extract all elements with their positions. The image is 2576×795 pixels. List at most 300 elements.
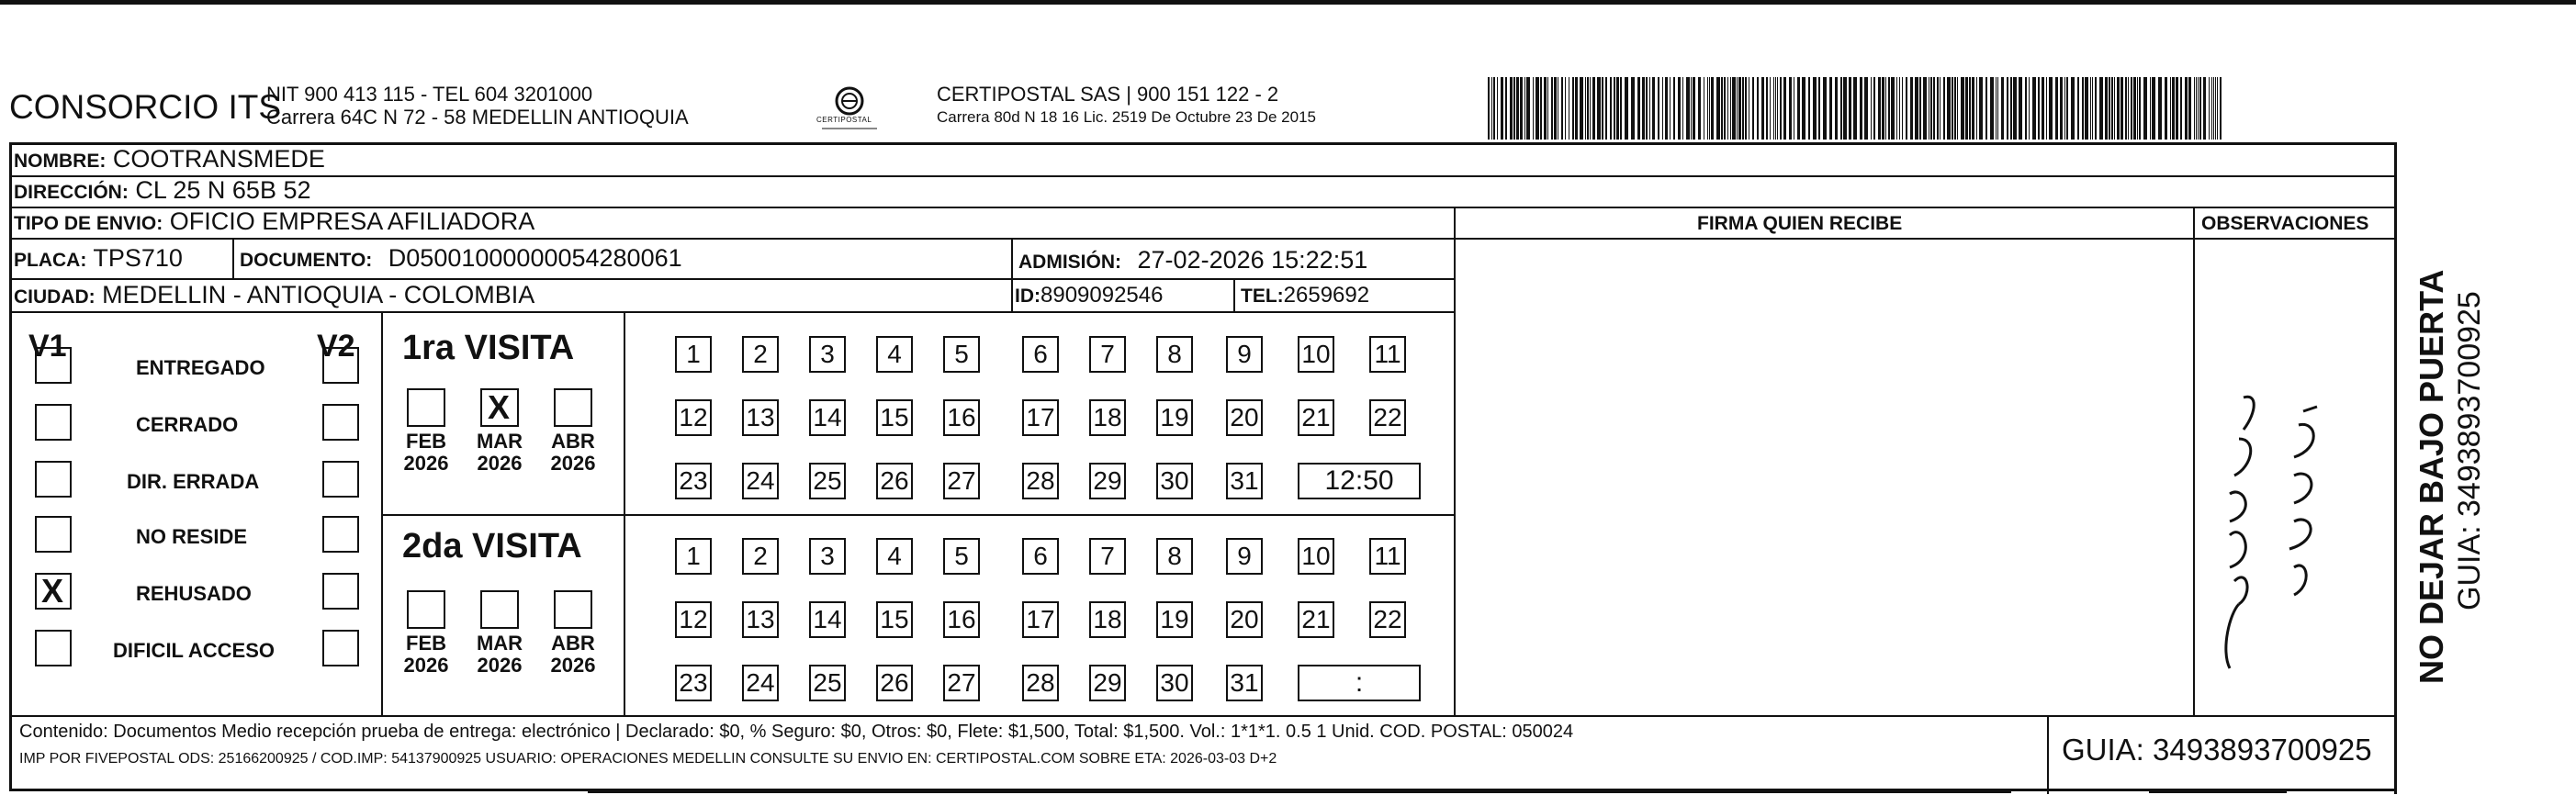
barcode-bar [2019, 77, 2022, 140]
barcode-bar [1937, 77, 1939, 140]
certipostal-line: CERTIPOSTAL SAS | 900 151 122 - 2 [937, 83, 1279, 106]
barcode-bar [1488, 77, 1490, 140]
barcode-bar [1873, 77, 1875, 140]
day-box[interactable]: 9 [1226, 538, 1263, 575]
month-label [546, 633, 601, 677]
day-box[interactable]: 17 [1022, 399, 1059, 436]
barcode-bar [1910, 77, 1913, 140]
second-visit-title: 2da VISITA [402, 527, 582, 565]
barcode-bar [1587, 77, 1589, 140]
barcode-bar [1783, 77, 1786, 140]
barcode-bar [1773, 77, 1774, 140]
day-box[interactable]: 11 [1369, 538, 1406, 575]
barcode-bar [1972, 77, 1974, 140]
v1-checkbox[interactable] [35, 347, 72, 384]
barcode-bar [2133, 77, 2136, 140]
day-box[interactable]: 25 [809, 665, 846, 701]
barcode-bar [1614, 77, 1615, 140]
status-label: DIR. ERRADA [127, 470, 260, 493]
v1-checkbox[interactable] [35, 630, 72, 666]
day-box[interactable]: 16 [943, 601, 980, 638]
month-checkbox[interactable] [480, 388, 519, 427]
month-label [399, 633, 454, 677]
barcode-bar [1727, 77, 1728, 140]
barcode-bar [1724, 77, 1726, 140]
footer-imp: IMP POR FIVEPOSTAL ODS: 25166200925 / COD.IMP: 54137900925 USUARIO: OPERACIONES MEDELLIN CONSULTE SU ENVIO EN: CERTIPOSTAL.COM SOBRE ETA: 2026-03-03 D+2 [19, 751, 1277, 767]
barcode-bar [1572, 77, 1574, 140]
day-box[interactable]: 12 [675, 399, 712, 436]
placa-row [14, 244, 183, 273]
day-box[interactable]: 20 [1226, 399, 1263, 436]
day-box[interactable]: 13 [742, 399, 779, 436]
barcode-bar [1625, 77, 1628, 140]
barcode-bar [1882, 77, 1884, 140]
day-box[interactable]: 21 [1298, 601, 1334, 638]
barcode-bar [2152, 77, 2155, 140]
barcode-bar [1737, 77, 1738, 140]
barcode-bar [1493, 77, 1495, 140]
barcode-bar [1775, 77, 1776, 140]
barcode-bar [2211, 77, 2212, 140]
month-label [546, 431, 601, 475]
barcode-bar [1952, 77, 1953, 140]
day-box[interactable]: 7 [1089, 538, 1126, 575]
day-box[interactable]: 31 [1226, 463, 1263, 499]
barcode-bar [1709, 77, 1710, 140]
observaciones-label: OBSERVACIONES [2201, 213, 2369, 234]
day-box[interactable]: 4 [876, 538, 913, 575]
barcode-bar [2209, 77, 2210, 140]
barcode-bar [2085, 77, 2088, 140]
barcode-bar [2092, 77, 2093, 140]
barcode-bar [1745, 77, 1747, 140]
day-box[interactable]: 29 [1089, 463, 1126, 499]
firma-label: FIRMA QUIEN RECIBE [1697, 213, 1903, 234]
barcode-bar [1649, 77, 1650, 140]
barcode-bar [1843, 77, 1847, 140]
barcode-bar [2137, 77, 2138, 140]
nombre-label: NOMBRE: [14, 151, 107, 172]
barcode-bar [2105, 77, 2108, 140]
barcode-bar [2203, 77, 2206, 140]
barcode-bar [1637, 77, 1640, 140]
day-box[interactable]: 6 [1022, 336, 1059, 373]
footer-guia: GUIA: 3493893700925 [2062, 733, 2372, 767]
logo-text: CERTIPOSTAL [816, 116, 872, 124]
documento-row [240, 244, 682, 273]
v2-checkbox[interactable] [322, 630, 359, 666]
tel-label: TEL: [1241, 286, 1284, 307]
barcode-bar [1990, 77, 1994, 140]
barcode-bar [2117, 77, 2120, 140]
barcode-bar [1933, 77, 1935, 140]
barcode-bar [1965, 77, 1968, 140]
day-box[interactable]: 30 [1156, 463, 1193, 499]
barcode-bar [2099, 77, 2103, 140]
barcode-bar [1707, 77, 1708, 140]
documento-value: D05001000000054280061 [388, 244, 682, 272]
barcode-bar [2082, 77, 2084, 140]
day-box[interactable]: 30 [1156, 665, 1193, 701]
barcode-bar [1540, 77, 1542, 140]
month-year: 2026 [403, 654, 449, 677]
barcode-bar [1686, 77, 1690, 140]
barcode-bar [1510, 77, 1513, 140]
day-box[interactable]: 13 [742, 601, 779, 638]
barcode-bar [1513, 77, 1515, 140]
barcode-bar [1738, 77, 1741, 140]
day-box[interactable]: 29 [1089, 665, 1126, 701]
month-checkbox[interactable] [554, 388, 592, 427]
barcode-bar [1721, 77, 1723, 140]
barcode-bar [1524, 77, 1525, 140]
barcode-bar [1802, 77, 1805, 140]
barcode-bar [2172, 77, 2175, 140]
day-box[interactable]: 16 [943, 399, 980, 436]
day-box[interactable]: 10 [1298, 336, 1334, 373]
month-label [399, 431, 454, 475]
day-box[interactable]: 25 [809, 463, 846, 499]
barcode-bar [1730, 77, 1731, 140]
barcode-bar [2007, 77, 2008, 140]
barcode-bar [1849, 77, 1851, 140]
day-box[interactable]: 7 [1089, 336, 1126, 373]
barcode-bar [1693, 77, 1695, 140]
barcode-bar [1620, 77, 1622, 140]
day-box[interactable]: 17 [1022, 601, 1059, 638]
day-box[interactable]: 26 [876, 463, 913, 499]
barcode-bar [1891, 77, 1895, 140]
day-box[interactable]: 2 [742, 336, 779, 373]
month-name: ABR [551, 632, 595, 655]
day-box[interactable]: 8 [1156, 538, 1193, 575]
barcode-bar [1561, 77, 1563, 140]
tel-value: 2659692 [1283, 283, 1370, 308]
tel-row [1241, 283, 1369, 308]
month-checkbox[interactable] [480, 590, 519, 629]
barcode-bar [1646, 77, 1648, 140]
barcode-bar [1711, 77, 1714, 140]
barcode-bar [1840, 77, 1842, 140]
barcode-bar [1742, 77, 1744, 140]
barcode-bar [2217, 77, 2218, 140]
barcode-bar [1777, 77, 1778, 140]
barcode-bar [1497, 77, 1498, 140]
barcode-bar [2165, 77, 2167, 140]
day-box[interactable]: 8 [1156, 336, 1193, 373]
day-box[interactable]: 21 [1298, 399, 1334, 436]
day-box[interactable]: 2 [742, 538, 779, 575]
barcode-bar [2185, 77, 2188, 140]
barcode-bar [2049, 77, 2053, 140]
barcode-bar [1757, 77, 1759, 140]
barcode-bar [1835, 77, 1838, 140]
day-box[interactable]: 10 [1298, 538, 1334, 575]
barcode-bar [2150, 77, 2151, 140]
footer-contenido: Contenido: Documentos Medio recepción prueba de entrega: electrónico | Declarado: $0, % Seguro: $0, Otros: $0, Flete: $1,500, Total: $1,500. Vol.: 1*1*1. 0.5 1 Unid. COD. POSTAL: 050024 [19, 722, 1574, 742]
day-box[interactable]: 1 [675, 538, 712, 575]
delivery-form [9, 142, 2397, 791]
month-name: FEB [406, 430, 446, 453]
day-box[interactable]: 14 [809, 601, 846, 638]
barcode-bar [1592, 77, 1595, 140]
barcode-bar [1752, 77, 1754, 140]
barcode-bar [1853, 77, 1857, 140]
admision-value: 27-02-2026 15:22:51 [1137, 246, 1368, 274]
barcode-bar [2111, 77, 2113, 140]
barcode-bar [1766, 77, 1768, 140]
day-box[interactable]: 15 [876, 399, 913, 436]
day-box[interactable]: 1 [675, 336, 712, 373]
status-label: REHUSADO [136, 582, 252, 605]
barcode-bar [1957, 77, 1958, 140]
barcode-bar [1947, 77, 1951, 140]
month-label [472, 633, 527, 677]
day-box[interactable]: 28 [1022, 665, 1059, 701]
direccion-value: CL 25 N 65B 52 [135, 176, 311, 204]
nit-line: NIT 900 413 115 - TEL 604 3201000 [266, 83, 593, 106]
id-value: 8909092546 [1041, 283, 1164, 308]
barcode-bar [2042, 77, 2044, 140]
barcode-bar [1888, 77, 1890, 140]
barcode-bar [1526, 77, 1530, 140]
barcode-bar [1533, 77, 1534, 140]
day-box[interactable]: 23 [675, 463, 712, 499]
first-visit-title: 1ra VISITA [402, 329, 575, 367]
barcode-bar [1761, 77, 1764, 140]
barcode-bar [1954, 77, 1956, 140]
v2-checkbox[interactable] [322, 461, 359, 498]
barcode-bar [1923, 77, 1927, 140]
barcode-bar [1665, 77, 1668, 140]
barcode-bar [1565, 77, 1566, 140]
day-box[interactable]: 24 [742, 463, 779, 499]
barcode-bar [2120, 77, 2123, 140]
barcode-bar [1878, 77, 1881, 140]
day-box[interactable]: 19 [1156, 399, 1193, 436]
barcode-bar [1520, 77, 1523, 140]
barcode-bar [1673, 77, 1675, 140]
day-box[interactable]: 22 [1369, 399, 1406, 436]
barcode-bar [1551, 77, 1553, 140]
barcode-bar [1976, 77, 1977, 140]
barcode-bar [1642, 77, 1645, 140]
bottom-rule [588, 791, 2011, 793]
barcode-bar [1823, 77, 1827, 140]
nombre-value: COOTRANSMEDE [112, 145, 325, 173]
v1-checkbox[interactable] [35, 573, 72, 610]
barcode-bar [2046, 77, 2047, 140]
day-box[interactable]: 19 [1156, 601, 1193, 638]
day-box[interactable]: 26 [876, 665, 913, 701]
time-box[interactable]: : [1298, 665, 1421, 701]
barcode-bar [2077, 77, 2079, 140]
barcode-bar [1590, 77, 1591, 140]
ciudad-label: CIUDAD: [14, 286, 96, 308]
documento-label: DOCUMENTO: [240, 250, 373, 271]
barcode-bar [1691, 77, 1692, 140]
barcode-bar [1906, 77, 1907, 140]
time-box[interactable]: 12:50 [1298, 463, 1421, 499]
day-box[interactable]: 6 [1022, 538, 1059, 575]
barcode-bar [2196, 77, 2197, 140]
v2-checkbox[interactable] [322, 516, 359, 553]
month-year: 2026 [477, 452, 523, 475]
barcode-bar [1658, 77, 1659, 140]
barcode-bar [2180, 77, 2182, 140]
day-box[interactable]: 5 [943, 336, 980, 373]
barcode-bar [2055, 77, 2058, 140]
day-box[interactable]: 24 [742, 665, 779, 701]
direccion-row [14, 176, 310, 205]
barcode-bar [2066, 77, 2068, 140]
barcode-bar [2114, 77, 2115, 140]
month-checkbox[interactable] [407, 590, 445, 629]
barcode-bar [1979, 77, 1983, 140]
v2-checkbox[interactable] [322, 573, 359, 610]
barcode-bar [2215, 77, 2216, 140]
v1-checkbox[interactable] [35, 516, 72, 553]
day-box[interactable]: 22 [1369, 601, 1406, 638]
barcode-bar [2158, 77, 2162, 140]
day-box[interactable]: 18 [1089, 399, 1126, 436]
barcode-bar [1943, 77, 1945, 140]
barcode-bar [2128, 77, 2129, 140]
barcode-bar [1547, 77, 1548, 140]
day-box[interactable]: 15 [876, 601, 913, 638]
day-box[interactable]: 28 [1022, 463, 1059, 499]
certipostal-logo [813, 81, 886, 136]
tipo-value: OFICIO EMPRESA AFILIADORA [169, 207, 535, 235]
barcode-bar [1961, 77, 1964, 140]
barcode-bar [1915, 77, 1918, 140]
barcode-bar [2188, 77, 2191, 140]
day-box[interactable]: 5 [943, 538, 980, 575]
barcode-bar [1602, 77, 1603, 140]
barcode-bar [1813, 77, 1817, 140]
status-label: ENTREGADO [136, 356, 265, 379]
admision-row [1018, 246, 1367, 274]
barcode-bar [2001, 77, 2004, 140]
day-box[interactable]: 11 [1369, 336, 1406, 373]
admision-label: ADMISIÓN: [1018, 252, 1121, 273]
barcode-bar [1678, 77, 1681, 140]
barcode-bar [2139, 77, 2141, 140]
barcode-bar [2131, 77, 2132, 140]
barcode-bar [2090, 77, 2091, 140]
placa-value: TPS710 [93, 244, 183, 272]
month-year: 2026 [403, 452, 449, 475]
month-checkbox[interactable] [407, 388, 445, 427]
barcode-bar [1662, 77, 1663, 140]
v2-label: V2 [317, 329, 355, 364]
month-name: MAR [476, 632, 523, 655]
barcode-bar [1996, 77, 1997, 140]
tipo-row [14, 207, 534, 236]
observation-handwriting [2202, 384, 2386, 687]
certipostal-info [937, 83, 1316, 129]
barcode [1488, 77, 2222, 140]
barcode-bar [1780, 77, 1782, 140]
day-box[interactable]: 14 [809, 399, 846, 436]
day-box[interactable]: 18 [1089, 601, 1126, 638]
day-box[interactable]: 27 [943, 665, 980, 701]
barcode-bar [2064, 77, 2065, 140]
no-dejar-text: NO DEJAR BAJO PUERTA [2413, 269, 2450, 684]
barcode-bar [1501, 77, 1503, 140]
direccion-label: DIRECCIÓN: [14, 182, 129, 203]
ciudad-value: MEDELLIN - ANTIOQUIA - COLOMBIA [102, 281, 535, 308]
barcode-bar [1930, 77, 1932, 140]
barcode-bar [2038, 77, 2040, 140]
day-box[interactable]: 9 [1226, 336, 1263, 373]
status-label: CERRADO [136, 413, 239, 436]
barcode-bar [1885, 77, 1886, 140]
v1-checkbox[interactable] [35, 404, 72, 441]
barcode-bar [1716, 77, 1720, 140]
barcode-bar [2176, 77, 2178, 140]
month-year: 2026 [550, 452, 596, 475]
day-box[interactable]: 4 [876, 336, 913, 373]
barcode-bar [1610, 77, 1612, 140]
tipo-label: TIPO DE ENVIO: [14, 213, 163, 234]
barcode-bar [1616, 77, 1619, 140]
nombre-row [14, 145, 325, 174]
barcode-bar [2213, 77, 2214, 140]
day-box[interactable]: 20 [1226, 601, 1263, 638]
barcode-bar [2109, 77, 2110, 140]
day-box[interactable]: 31 [1226, 665, 1263, 701]
barcode-bar [1652, 77, 1655, 140]
barcode-bar [1732, 77, 1736, 140]
barcode-bar [1698, 77, 1701, 140]
month-checkbox[interactable] [554, 590, 592, 629]
side-guia: GUIA: 3493893700925 [2452, 291, 2487, 610]
placa-label: PLACA: [14, 250, 87, 271]
barcode-bar [1516, 77, 1519, 140]
barcode-bar [1969, 77, 1971, 140]
day-box[interactable]: 27 [943, 463, 980, 499]
barcode-bar [1554, 77, 1557, 140]
barcode-bar [2032, 77, 2036, 140]
top-edge [0, 0, 2576, 5]
barcode-bar [2199, 77, 2201, 140]
barcode-bar [1864, 77, 1868, 140]
v2-checkbox[interactable] [322, 347, 359, 384]
barcode-bar [2013, 77, 2017, 140]
v1-check-mark: X [41, 572, 64, 610]
barcode-bar [2170, 77, 2171, 140]
day-box[interactable]: 12 [675, 601, 712, 638]
barcode-bar [1902, 77, 1903, 140]
barcode-bar [1535, 77, 1539, 140]
barcode-bar [1997, 77, 1998, 140]
month-check-mark: X [488, 388, 511, 426]
barcode-bar [1682, 77, 1683, 140]
barcode-bar [1871, 77, 1872, 140]
barcode-bar [1580, 77, 1583, 140]
barcode-bar [2010, 77, 2012, 140]
month-name: ABR [551, 430, 595, 453]
v2-checkbox[interactable] [322, 404, 359, 441]
barcode-bar [2220, 77, 2222, 140]
day-box[interactable]: 3 [809, 538, 846, 575]
v1-label: V1 [28, 329, 67, 364]
v1-checkbox[interactable] [35, 461, 72, 498]
day-box[interactable]: 23 [675, 665, 712, 701]
barcode-bar [2071, 77, 2075, 140]
day-box[interactable]: 3 [809, 336, 846, 373]
